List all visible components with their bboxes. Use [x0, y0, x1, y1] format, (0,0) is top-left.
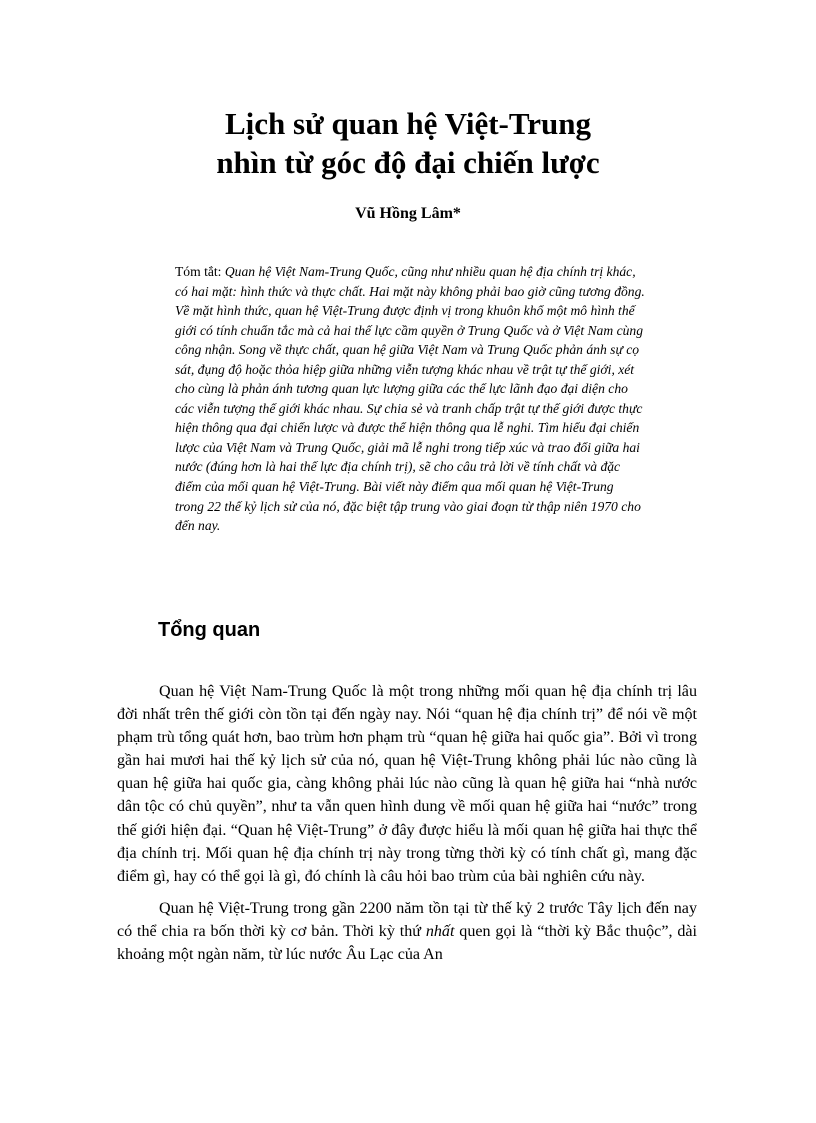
body-text — [117, 680, 697, 966]
section-heading: Tổng quan — [158, 619, 261, 641]
abstract — [175, 262, 645, 536]
abstract-text: Quan hệ Việt Nam-Trung Quốc, cũng như nhiều quan hệ địa chính trị khác, có hai mặt: hình thức và thực chất. Hai mặt này không phải bao giờ cũng tương đồng. Về mặt hình thức, quan hệ Việt-Trung được định vị trong khuôn khổ một mô hình thế giới có tính chuẩn tắc mà cả hai thế lực cầm quyền ở Trung Quốc và ở Việt Nam cùng công nhận. Song về thực chất, quan hệ giữa Việt Nam và Trung Quốc phản ánh sự cọ sát, đụng độ hoặc thỏa hiệp giữa những viễn tượng khác nhau về trật tự thế giới, xét cho cùng là phản ánh tương quan lực lượng giữa các thế lực lãnh đạo đại diện cho các viễn tượng thế giới khác nhau. Sự chia sẻ và tranh chấp trật tự thế giới được thực hiện thông qua đại chiến lược và được thể hiện thông qua lễ nghi. Tìm hiểu đại chiến lược của Việt Nam và Trung Quốc, giải mã lễ nghi trong tiếp xúc và trao đổi giữa hai nước (đúng hơn là hai thế lực địa chính trị), sẽ cho câu trả lời về tính chất và đặc điểm của mối quan hệ Việt-Trung. Bài viết này điểm qua mối quan hệ Việt-Trung trong 22 thế kỷ lịch sử của nó, đặc biệt tập trung vào giai đoạn từ thập niên 1970 cho đến nay. — [175, 264, 645, 534]
paragraph-2 — [117, 897, 697, 966]
document-title — [0, 104, 816, 182]
author-name: Vũ Hồng Lâm* — [355, 205, 461, 222]
paragraph-1: Quan hệ Việt Nam-Trung Quốc là một trong những mối quan hệ địa chính trị lâu đời nhất trên thế giới còn tồn tại đến ngày nay. Nói “quan hệ địa chính trị” để nói về một phạm trù tổng quát hơn, bao trùm hơn phạm trù “quan hệ giữa hai quốc gia”. Bởi vì trong gần hai mươi hai thế kỷ lịch sử của nó, quan hệ Việt-Trung không phải lúc nào cũng là quan hệ giữa hai quốc gia, càng không phải lúc nào cũng là quan hệ giữa hai “nhà nước dân tộc có chủ quyền”, như ta vẫn quen hình dung về mối quan hệ giữa hai “nước” trong thế giới hiện đại. “Quan hệ Việt-Trung” ở đây được hiểu là mối quan hệ giữa hai thực thể địa chính trị. Mối quan hệ địa chính trị này trong từng thời kỳ có tính chất gì, mang đặc điểm gì, hay có thể gọi là gì, đó chính là câu hỏi bao trùm của bài nghiên cứu này. — [117, 683, 697, 885]
title-line-1: Lịch sử quan hệ Việt-Trung — [225, 106, 591, 141]
paragraph-2-start: Quan hệ Việt-Trung trong gần 2200 năm tồn tại từ thế kỷ 2 trước Tây lịch đến nay có thể chia ra bốn thời kỳ cơ bản. Thời kỳ thứ — [117, 899, 697, 940]
title-line-2: nhìn từ góc độ đại chiến lược — [216, 145, 600, 180]
abstract-label: Tóm tắt: — [175, 264, 222, 279]
paragraph-2-end: quen gọi là “thời kỳ Bắc thuộc”, dài khoảng một ngàn năm, từ lúc nước Âu Lạc của An — [117, 922, 697, 964]
paragraph-2-emphasis: nhất — [425, 922, 455, 940]
